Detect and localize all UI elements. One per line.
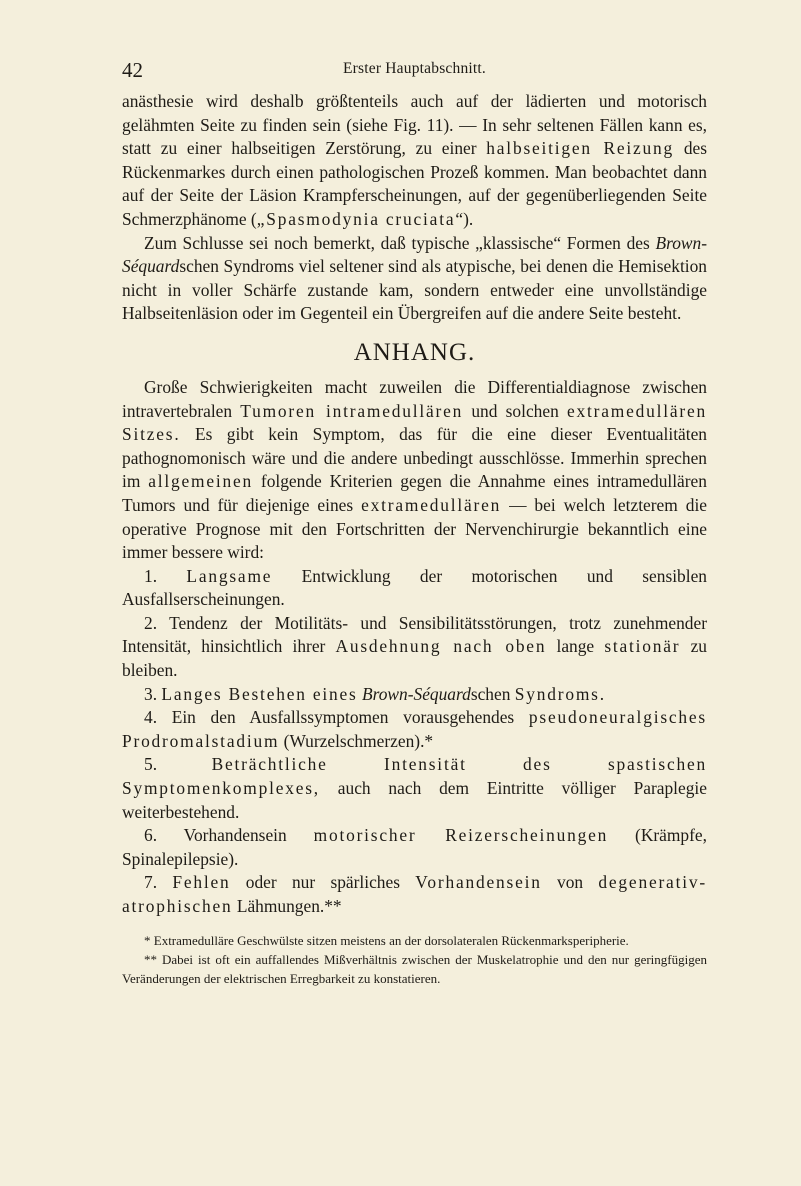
page-header bbox=[122, 58, 707, 82]
footnote: ** Dabei ist oft ein auffallendes Mißverhältnis zwischen der Muskelatrophie und den nur geringfügigen Veränderungen der elektrischen Erregbarkeit zu konstatieren. bbox=[122, 951, 707, 986]
criterion-item: 2. Tendenz der Motilitäts- und Sensibilitätsstörungen, trotz zunehmender Intensität, hinsichtlich ihrer Ausdehnung nach oben lange stationär zu bleiben. bbox=[122, 612, 707, 681]
criterion-item: 1. Langsame Entwicklung der motorischen und sensiblen Ausfallserscheinungen. bbox=[122, 565, 707, 610]
footnotes bbox=[122, 931, 707, 988]
criterion-item: 5. Beträchtliche Intensität des spastischen Symptomenkomplexes, auch nach dem Eintritte völliger Paraplegie weiterbestehend. bbox=[122, 754, 707, 822]
footnote: * Extramedulläre Geschwülste sitzen meistens an der dorsolateralen Rückenmarksperipherie. bbox=[144, 932, 629, 948]
paragraph-classic-forms: Zum Schlusse sei noch bemerkt, daß typische „klassische“ Formen des Brown-Séquardschen Syndroms viel seltener sind als atypische, bei denen die Hemisektion nicht in voller Schärfe zustande kam, sondern entweder eine unvollständige Halbseitenläsion oder im Gegenteil ein Übergreifen auf die andere Seite besteht. bbox=[122, 232, 707, 324]
emphasis-halbseitigen-reizung: halbseitigen Reizung bbox=[486, 138, 675, 159]
paragraph-hemianesthesia: anästhesie wird deshalb größtenteils auch auf der lädierten und motorisch gelähmten Seite zu finden sein (siehe Fig. 11). — In sehr seltenen Fällen kann es, statt zu einer halbseitigen Zerstörung, zu einer halbseitigen Reizung des Rückenmarkes durch einen pathologischen Prozeß kommen. Man beobachtet dann auf der Seite der Läsion Krampferscheinungen, auf der gegenüberliegenden Seite Schmerzphänome („Spasmodynia cruciata“). bbox=[122, 91, 707, 229]
running-title: Erster Hauptabschnitt. bbox=[343, 60, 486, 77]
criterion-item: 3. Langes Bestehen eines Brown-Séquardschen Syndroms. bbox=[144, 683, 606, 704]
section-heading: ANHANG. bbox=[353, 338, 476, 366]
criterion-item: 6. Vorhandensein motorischer Reizerscheinungen (Krämpfe, Spinalepilepsie). bbox=[122, 825, 707, 869]
italic-brown-sequard: Brown-Séquard bbox=[122, 232, 707, 277]
page-number: 42 bbox=[122, 58, 143, 82]
criterion-item: 7. Fehlen oder nur spärliches Vorhandensein von degenerativ-atrophischen Lähmungen.** bbox=[122, 872, 707, 916]
page-body bbox=[122, 90, 707, 988]
paragraph-differential-diagnosis: Große Schwierigkeiten macht zuweilen die Differentialdiagnose zwischen intravertebralen Tumoren intramedullären und solchen extramedullären Sitzes. Es gibt kein Symptom, das für die eine dieser Eventualitäten pathognomonisch wäre und die andere unbedingt ausschlösse. Immerhin sprechen im allgemeinen folgende Kriterien gegen die Annahme eines intramedullären Tumors und für diejenige eines extramedullären — bei welch letzterem die operative Prognose mit den Fortschritten der Nervenchirurgie bekanntlich eine immer bessere wird: bbox=[122, 376, 707, 563]
criterion-item: 4. Ein den Ausfallssymptomen vorausgehendes pseudoneuralgisches Prodromalstadium (Wurzelschmerzen).* bbox=[122, 707, 707, 751]
emphasis-spasmodynia: „Spasmodynia cruciata bbox=[256, 208, 456, 229]
